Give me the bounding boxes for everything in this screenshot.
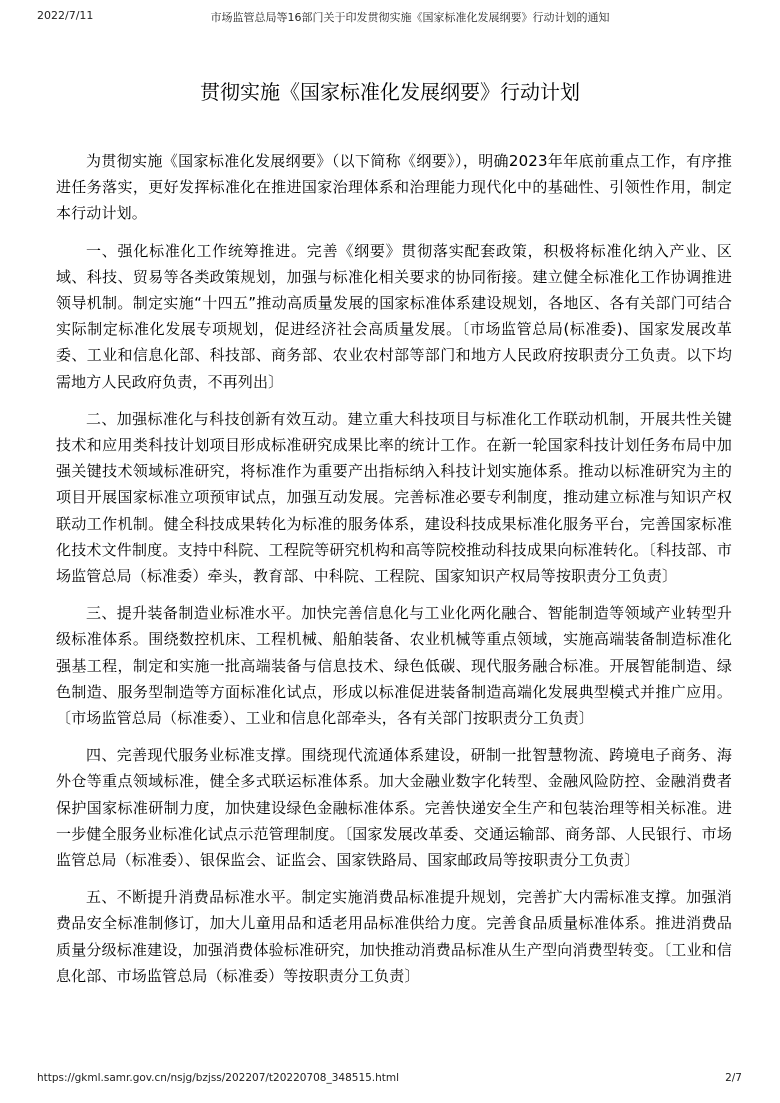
paragraph-3: 三、提升装备制造业标准水平。加快完善信息化与工业化两化融合、智能制造等领域产业转型升级标准体系。围绕数控机床、工程机械、船舶装备、农业机械等重点领域，实施高端装备制造标准化强基工程，制定和实施一批高端装备与信息技术、绿色低碳、现代服务融合标准。开展智能制造、绿色制造、服务型制造等方面标准化试点，形成以标准促进装备制造高端化发展典型模式并推广应用。〔市场监管总局（标准委）、工业和信息化部牵头，各有关部门按职责分工负责〕 [56, 604, 732, 728]
paragraph-4: 四、完善现代服务业标准支撑。围绕现代流通体系建设，研制一批智慧物流、跨境电子商务、海外仓等重点领域标准，健全多式联运标准体系。加大金融业数字化转型、金融风险防控、金融消费者保护国家标准研制力度，加快建设绿色金融标准体系。完善快递安全生产和包装治理等相关标准。进一步健全服务业标准化试点示范管理制度。〔国家发展改革委、交通运输部、商务部、人民银行、市场监管总局（标准委）、银保监会、证监会、国家铁路局、国家邮政局等按职责分工负责〕 [56, 746, 732, 870]
page-title: 贯彻实施《国家标准化发展纲要》行动计划 [200, 80, 580, 104]
page-number: 2/7 [725, 1072, 742, 1084]
source-url: https://gkml.samr.gov.cn/nsjg/bzjss/202207/t20220708_348515.html [37, 1072, 400, 1084]
paragraph-5: 五、不断提升消费品标准水平。制定实施消费品标准提升规划，完善扩大内需标准支撑。加强消费品安全标准制修订，加大儿童用品和适老用品标准供给力度。完善食品质量标准体系。推进消费品质量分级标准建设，加强消费体验标准研究，加快推动消费品标准从生产型向消费型转变。〔工业和信息化部、市场监管总局（标准委）等按职责分工负责〕 [56, 888, 732, 985]
document-body [56, 148, 732, 1000]
header-doc-title: 市场监管总局等16部门关于印发贯彻实施《国家标准化发展纲要》行动计划的通知 [210, 11, 610, 24]
paragraph-1: 一、强化标准化工作统筹推进。完善《纲要》贯彻落实配套政策，积极将标准化纳入产业、区域、科技、贸易等各类政策规划，加强与标准化相关要求的协同衔接。建立健全标准化工作协调推进领导机制。制定实施“十四五”推动高质量发展的国家标准体系建设规划，各地区、各有关部门可结合实际制定标准化发展专项规划，促进经济社会高质量发展。〔市场监管总局(标准委)、国家发展改革委、工业和信息化部、科技部、商务部、农业农村部等部门和地方人民政府按职责分工负责。以下均需地方人民政府负责，不再列出〕 [56, 241, 732, 391]
print-date: 2022/7/11 [37, 9, 94, 22]
page-header [0, 0, 780, 24]
intro-paragraph: 为贯彻实施《国家标准化发展纲要》（以下简称《纲要》），明确2023年年底前重点工作，有序推进任务落实，更好发挥标准化在推进国家治理体系和治理能力现代化中的基础性、引领性作用，制定本行动计划。 [56, 152, 732, 223]
paragraph-2: 二、加强标准化与科技创新有效互动。建立重大科技项目与标准化工作联动机制，开展共性关键技术和应用类科技计划项目形成标准研究成果比率的统计工作。在新一轮国家科技计划任务布局中加强关键技术领域标准研究，将标准作为重要产出指标纳入科技计划实施体系。推动以标准研究为主的项目开展国家标准立项预审试点，加强互动发展。完善标准必要专利制度，推动建立标准与知识产权联动工作机制。健全科技成果转化为标准的服务体系，建设科技成果标准化服务平台，完善国家标准化技术文件制度。支持中科院、工程院等研究机构和高等院校推动科技成果向标准转化。〔科技部、市场监管总局（标准委）牵头，教育部、中科院、工程院、国家知识产权局等按职责分工负责〕 [56, 409, 732, 586]
